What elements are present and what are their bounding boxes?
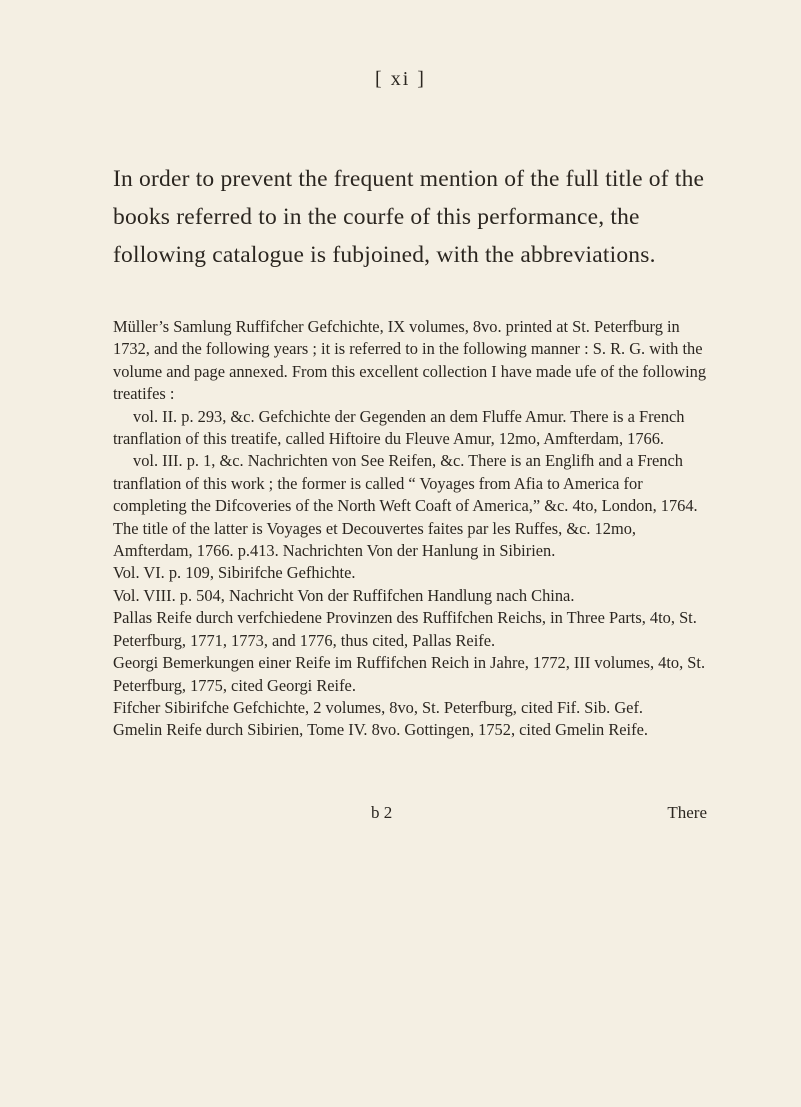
catalogue-entry: Müller’s Samlung Ruffifcher Gefchichte, IX volumes, 8vo. printed at St. Peterfburg in 1732, and the following years ; it is referred to in the following manner : S. R. G. with the volume and page annexed. From this excellent collection I have made ufe of the following treatifes :: [113, 317, 707, 404]
catalogue-entry: vol. II. p. 293, &c. Gefchichte der Gegenden an dem Fluffe Amur. There is a French tranflation of this treatife, called Hiftoire du Fleuve Amur, 12mo, Amfterdam, 1766.: [113, 406, 685, 449]
catalogue-entry: Vol. VI. p. 109, Sibirifche Gefhichte.: [113, 563, 356, 583]
catalogue-entry: vol. III. p. 1, &c. Nachrichten von See Reifen, &c. There is an Englifh and a French tranflation of this work ; the former is called “ Voyages from Afia to America for completing the Difcoveries of the North Weft Coaft of America,” &c. 4to, London, 1764. The title of the latter is Voyages et Decouvertes faites par les Ruffes, &c. 12mo, Amfterdam, 1766. p.413. Nachrichten Von der Hanlung in Sibirien.: [113, 451, 698, 561]
catchword: There: [667, 803, 707, 822]
signature-mark: b 2: [371, 803, 393, 822]
intro-paragraph: [113, 160, 707, 274]
catalogue: [113, 316, 708, 742]
page-footer: [0, 803, 801, 827]
page-number: [ xi ]: [375, 68, 426, 90]
intro-text: In order to prevent the frequent mention of the full title of the books referred to in the courfe of this performance, the following catalogue is fubjoined, with the abbreviations.: [113, 166, 705, 268]
catalogue-entry: Georgi Bemerkungen einer Reife im Ruffifchen Reich in Jahre, 1772, III volumes, 4to, St. Peterfburg, 1775, cited Georgi Reife.: [113, 653, 706, 695]
catalogue-entry: Vol. VIII. p. 504, Nachricht Von der Ruffifchen Handlung nach China.: [113, 585, 575, 605]
catalogue-entry: Gmelin Reife durch Sibirien, Tome IV. 8vo. Gottingen, 1752, cited Gmelin Reife.: [113, 720, 648, 740]
catalogue-entry: Fifcher Sibirifche Gefchichte, 2 volumes, 8vo, St. Peterfburg, cited Fif. Sib. Gef.: [113, 697, 644, 717]
catalogue-entry: Pallas Reife durch verfchiedene Provinzen des Ruffifchen Reichs, in Three Parts, 4to, St. Peterfburg, 1771, 1773, and 1776, thus cited, Pallas Reife.: [113, 608, 697, 650]
